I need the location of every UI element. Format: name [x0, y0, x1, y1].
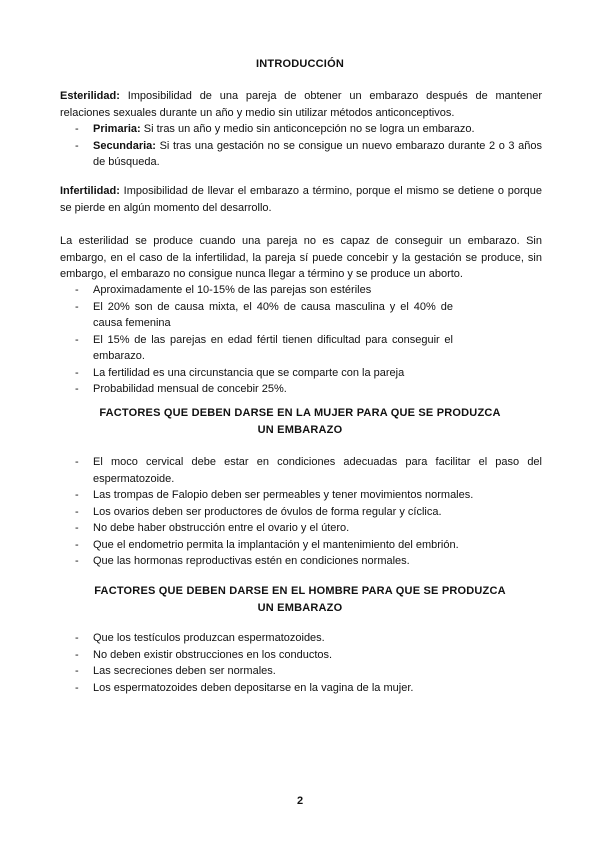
dash-bullet: -: [75, 538, 79, 551]
men-factors-heading: [60, 583, 540, 617]
women-factors-list: [60, 454, 542, 570]
facts-list: [60, 282, 542, 398]
list-item: [60, 487, 542, 504]
list-item: [60, 520, 542, 537]
heading-line: UN EMBARAZO: [257, 424, 343, 436]
type-text: Si tras un año y medio sin anticoncepción no se logra un embarazo.: [140, 123, 475, 135]
type-term: Primaria:: [93, 123, 141, 135]
list-item: [60, 537, 542, 554]
factor-text: Las secreciones deben ser normales.: [93, 665, 276, 677]
factor-text: Que los testículos produzcan espermatozoides.: [93, 632, 325, 644]
fact-text: Probabilidad mensual de concebir 25%.: [93, 383, 287, 395]
list-item: [60, 680, 542, 697]
list-item: [60, 504, 542, 521]
dash-bullet: -: [75, 383, 79, 395]
men-factors-list: [60, 630, 542, 696]
factor-text: Los espermatozoides deben depositarse en la vagina de la mujer.: [93, 681, 414, 694]
list-item: [60, 647, 542, 664]
esterilidad-text: Imposibilidad de una pareja de obtener un embarazo después de mantener relaciones sexuales durante un año y medio sin utilizar métodos anticonceptivos.: [60, 90, 542, 119]
list-item: [60, 630, 542, 647]
women-factors-heading: [60, 405, 540, 439]
dash-bullet: -: [75, 681, 79, 694]
dash-bullet: -: [75, 284, 79, 296]
heading-line: FACTORES QUE DEBEN DARSE EN LA MUJER PARA QUE SE PRODUZCA: [99, 407, 501, 419]
dash-bullet: -: [75, 505, 79, 518]
esterilidad-definition: [60, 88, 542, 121]
dash-bullet: -: [75, 555, 79, 567]
dash-bullet: -: [75, 456, 79, 468]
fact-text: El 20% son de causa mixta, el 40% de causa masculina y el 40% de causa femenina: [93, 300, 453, 329]
dash-bullet: -: [75, 300, 79, 313]
list-item: [60, 121, 542, 138]
list-item: [60, 663, 542, 680]
dash-bullet: -: [75, 648, 79, 661]
list-item: [60, 365, 453, 382]
list-item: [60, 299, 453, 332]
dash-bullet: -: [75, 489, 79, 501]
list-item: [60, 332, 453, 365]
page-number: 2: [296, 795, 304, 807]
heading-line: FACTORES QUE DEBEN DARSE EN EL HOMBRE PARA QUE SE PRODUZCA: [94, 585, 506, 597]
dash-bullet: -: [75, 665, 79, 677]
explanation-paragraph: La esterilidad se produce cuando una pareja no es capaz de conseguir un embarazo. Sin embargo, en el caso de la infertilidad, la pareja sí puede concebir y la gestación se produce, sin embargo, el embarazo no consigue nunca llegar a término y se produce un aborto.: [60, 235, 542, 280]
page-title: INTRODUCCIÓN: [256, 58, 344, 70]
type-term: Secundaria:: [93, 139, 156, 152]
factor-text: Que el endometrio permita la implantación y el mantenimiento del embrión.: [93, 538, 459, 551]
heading-line: UN EMBARAZO: [257, 602, 343, 614]
dash-bullet: -: [75, 333, 79, 346]
fact-text: Aproximadamente el 10-15% de las parejas son estériles: [93, 284, 372, 296]
dash-bullet: -: [75, 522, 79, 534]
fact-text: El 15% de las parejas en edad fértil tienen dificultad para conseguir el embarazo.: [93, 333, 453, 362]
list-item: [60, 282, 453, 299]
infertilidad-definition: [60, 183, 542, 216]
factor-text: Las trompas de Falopio deben ser permeables y tener movimientos normales.: [93, 489, 474, 501]
list-item: [60, 454, 542, 487]
infertilidad-term: Infertilidad:: [60, 185, 120, 197]
factor-text: Que las hormonas reproductivas estén en condiciones normales.: [93, 555, 410, 567]
dash-bullet: -: [75, 366, 79, 379]
infertilidad-text: Imposibilidad de llevar el embarazo a término, porque el mismo se detiene o porque se pierde en algún momento del desarrollo.: [60, 185, 542, 214]
fact-text: La fertilidad es una circunstancia que se comparte con la pareja: [93, 366, 405, 379]
factor-text: Los ovarios deben ser productores de óvulos de forma regular y cíclica.: [93, 505, 442, 518]
esterilidad-term: Esterilidad:: [60, 90, 120, 102]
dash-bullet: -: [75, 139, 79, 152]
dash-bullet: -: [75, 632, 79, 644]
type-text: Si tras una gestación no se consigue un nuevo embarazo durante 2 o 3 años de búsqueda.: [93, 139, 542, 168]
esterilidad-types-list: [60, 121, 542, 171]
list-item: [60, 553, 542, 570]
factor-text: No debe haber obstrucción entre el ovario y el útero.: [93, 522, 350, 534]
list-item: [60, 138, 542, 171]
factor-text: El moco cervical debe estar en condiciones adecuadas para facilitar el paso del espermatozoide.: [93, 456, 542, 485]
list-item: [60, 381, 453, 398]
factor-text: No deben existir obstrucciones en los conductos.: [93, 648, 333, 661]
dash-bullet: -: [75, 123, 79, 135]
